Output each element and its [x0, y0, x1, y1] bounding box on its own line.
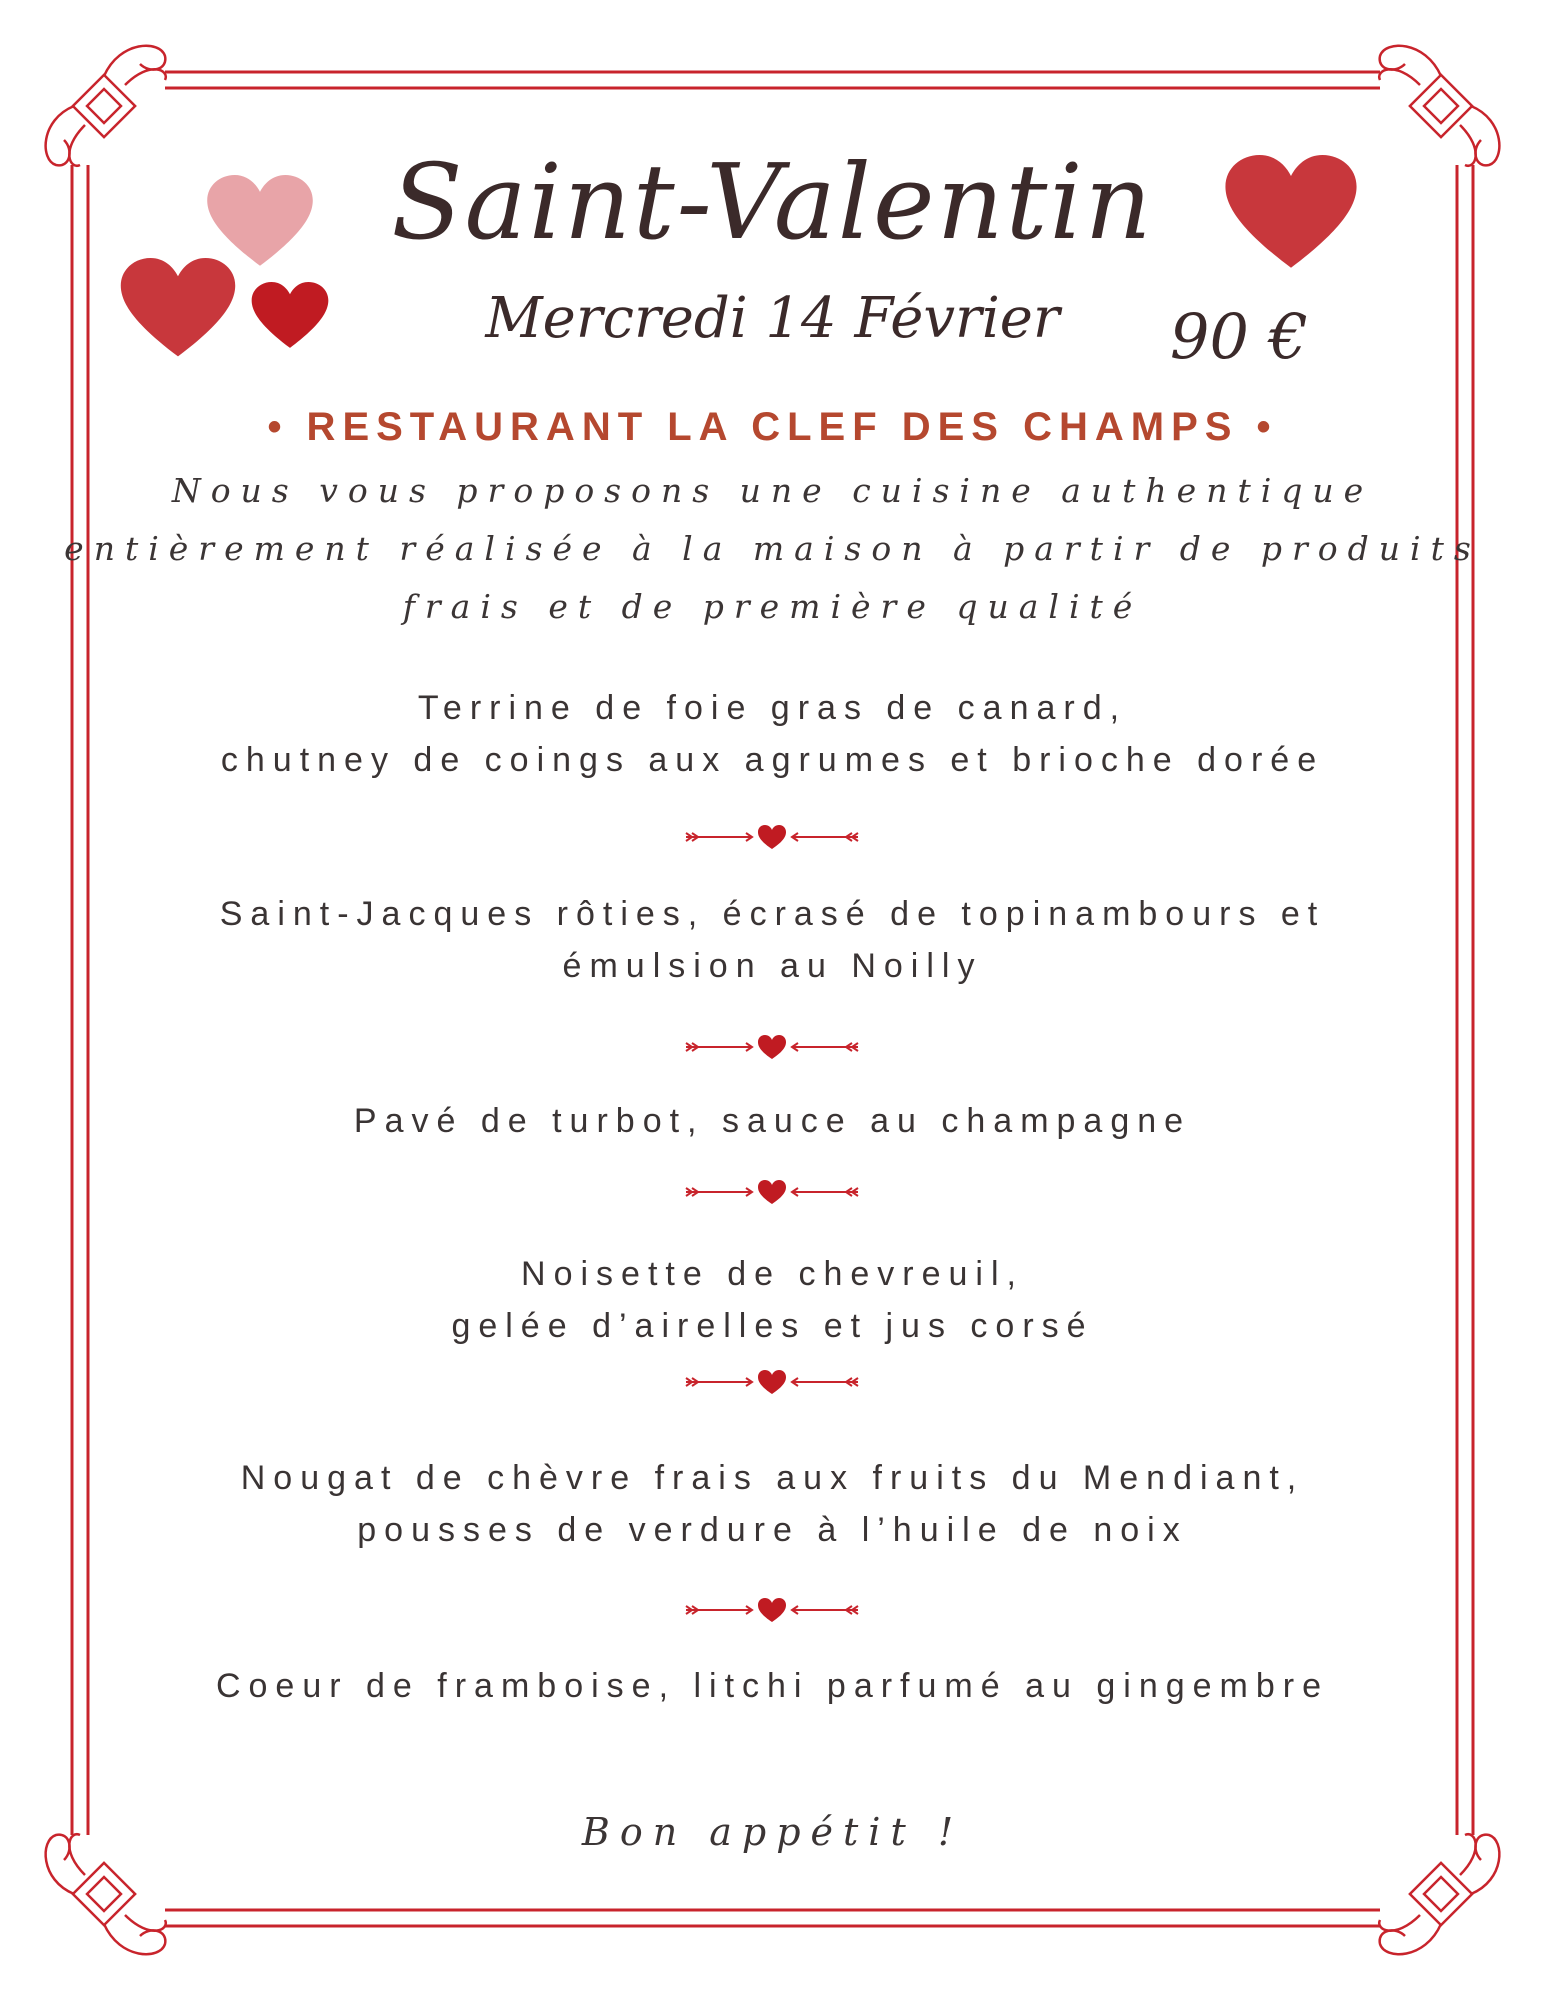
- menu-course: [0, 1095, 1545, 1147]
- course-line: Nougat de chèvre frais aux fruits du Mendiant,: [240, 1459, 1305, 1497]
- menu-course: [0, 1660, 1545, 1712]
- arrow-heart-divider-icon: [682, 1367, 862, 1397]
- closing-message: Bon appétit !: [581, 1810, 964, 1854]
- menu-course: [0, 1248, 1545, 1352]
- restaurant-name: • RESTAURANT LA CLEF DES CHAMPS •: [267, 405, 1278, 449]
- course-line: gelée d’airelles et jus corsé: [451, 1307, 1094, 1345]
- intro-line: Nous vous proposons une cuisine authentique: [171, 471, 1374, 510]
- arrow-heart-divider-icon: [682, 1032, 862, 1062]
- arrow-heart-divider-icon: [682, 1595, 862, 1625]
- course-line: Noisette de chevreuil,: [521, 1255, 1024, 1293]
- menu-course: [0, 682, 1545, 786]
- arrow-heart-divider-icon: [682, 1177, 862, 1207]
- course-line: Pavé de turbot, sauce au champagne: [353, 1102, 1192, 1140]
- event-date: Mercredi 14 Février: [485, 286, 1060, 351]
- course-line: Coeur de framboise, litchi parfumé au gingembre: [215, 1667, 1330, 1705]
- arrow-heart-divider-icon: [682, 822, 862, 852]
- course-line: émulsion au Noilly: [562, 947, 983, 985]
- intro-line: entièrement réalisée à la maison à partir de produits: [64, 529, 1481, 568]
- menu-course: [0, 1452, 1545, 1556]
- course-line: pousses de verdure à l’huile de noix: [357, 1511, 1188, 1549]
- course-line: Terrine de foie gras de canard,: [417, 689, 1128, 727]
- menu-price: 90 €: [1170, 300, 1309, 373]
- course-line: chutney de coings aux agrumes et brioche dorée: [220, 741, 1325, 779]
- intro-line: frais et de première qualité: [402, 587, 1143, 626]
- menu-course: [0, 888, 1545, 992]
- restaurant-intro: [0, 462, 1545, 636]
- course-line: Saint-Jacques rôties, écrasé de topinambours et: [219, 895, 1326, 933]
- page-title: Saint-Valentin: [391, 141, 1154, 263]
